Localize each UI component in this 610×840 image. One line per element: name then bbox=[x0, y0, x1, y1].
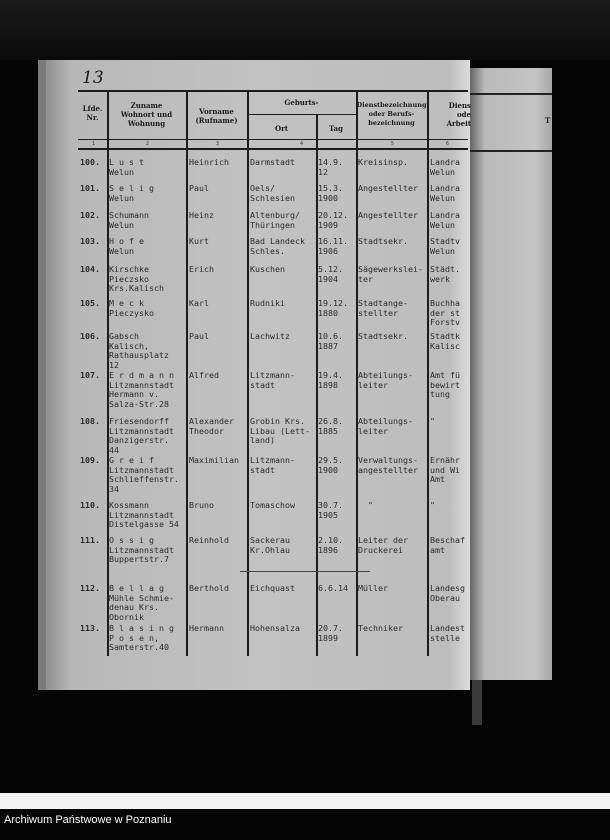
birth-place-cell: Grobin Krs. Libau (Lett- land) bbox=[250, 416, 310, 445]
header-bottom-rule bbox=[78, 148, 468, 150]
row-number-cell: 100. bbox=[80, 157, 100, 167]
page-number: 13 bbox=[82, 68, 104, 88]
birth-date-cell: 15.3. 1900 bbox=[318, 183, 343, 203]
column-number: 6 bbox=[446, 141, 450, 147]
surname-address-cell: E r d m a n n Litzmannstadt Hermann v. Salza-Str.28 bbox=[109, 370, 174, 409]
row-number-cell: 104. bbox=[80, 264, 100, 274]
birth-date-cell: 26.8. 1885 bbox=[318, 416, 343, 436]
surname-address-cell: M e c k Pieczysko bbox=[109, 298, 154, 318]
employer-cell: Stadtk Kalisc bbox=[430, 332, 460, 351]
surname-address-cell: H o f e Welun bbox=[109, 236, 144, 256]
surname-address-cell: B l a s i n g P o s e n, Samterstr.40 bbox=[109, 623, 174, 652]
employer-cell: Landest stelle bbox=[430, 624, 465, 643]
employer-cell: Amt fü bewirt tung bbox=[430, 371, 460, 399]
occupation-cell: Verwaltungs- angestellter bbox=[358, 455, 418, 475]
occupation-cell: Angestellter bbox=[358, 183, 418, 193]
employer-cell: Landra Welun bbox=[430, 211, 460, 230]
row-number-cell: 101. bbox=[80, 183, 100, 193]
birth-date-cell: 19.4. 1898 bbox=[318, 370, 343, 390]
first-name-cell: Berthold bbox=[189, 583, 229, 593]
birth-place-cell: Darmstadt bbox=[250, 157, 295, 167]
column-number: 3 bbox=[216, 141, 220, 147]
surname-address-cell: Schumann Welun bbox=[109, 210, 149, 230]
birth-date-cell: 6.6.14 bbox=[318, 583, 348, 593]
first-name-cell: Heinz bbox=[189, 210, 214, 220]
employer-cell: " bbox=[430, 417, 435, 426]
birth-place-cell: Sackerau Kr.Ohlau bbox=[250, 535, 290, 555]
first-name-cell: Kurt bbox=[189, 236, 209, 246]
first-name-cell: Paul bbox=[189, 331, 209, 341]
row-number-cell: 109. bbox=[80, 455, 100, 465]
first-name-cell: Karl bbox=[189, 298, 209, 308]
surname-address-cell: B e l l a g Mühle Schmie- denau Krs. Obornik bbox=[109, 583, 174, 622]
employer-cell: " bbox=[430, 501, 435, 510]
first-name-cell: Alexander Theodor bbox=[189, 416, 234, 436]
occupation-cell: Stadtange- stellter bbox=[358, 298, 408, 318]
row-number-cell: 111. bbox=[80, 535, 100, 545]
header-dienstbezeichnung: Dienstbezeichnung oder Berufs- bezeichnung bbox=[356, 101, 427, 127]
birth-place-cell: Litzmann- stadt bbox=[250, 370, 295, 390]
column-divider bbox=[186, 90, 188, 656]
back-page-header: T bbox=[545, 116, 551, 125]
employer-cell: Städt. werk bbox=[430, 265, 460, 284]
occupation-cell: Stadtsekr. bbox=[358, 236, 408, 246]
occupation-cell: Kreisinsp. bbox=[358, 157, 408, 167]
archive-caption: Archiwum Państwowe w Poznaniu bbox=[4, 814, 172, 826]
employer-cell: Ernähr und Wi Amt bbox=[430, 456, 460, 484]
row-number-cell: 107. bbox=[80, 370, 100, 380]
surname-address-cell: Kirschke Pieczsko Krs.Kalisch bbox=[109, 264, 164, 293]
surname-address-cell: Kossmann Litzmannstadt Distelgasse 54 bbox=[109, 500, 179, 529]
surname-address-cell: O s s i g Litzmannstadt Buppertstr.7 bbox=[109, 535, 174, 564]
header-dienststelle: Diens ode Arbeit bbox=[446, 101, 471, 128]
first-name-cell: Hermann bbox=[189, 623, 224, 633]
occupation-cell: Angestellter bbox=[358, 210, 418, 220]
birth-place-cell: Rudniki bbox=[250, 298, 285, 308]
birth-place-cell: Tomaschow bbox=[250, 500, 295, 510]
occupation-cell: Sägewerkslei- ter bbox=[358, 264, 423, 284]
back-page-rule bbox=[468, 150, 552, 152]
column-divider bbox=[427, 90, 429, 656]
surname-address-cell: S e l i g Welun bbox=[109, 183, 154, 203]
employer-cell: Landra Welun bbox=[430, 158, 460, 177]
employer-cell: Stadtv Welun bbox=[430, 237, 460, 256]
header-ort: Ort bbox=[274, 124, 289, 133]
occupation-cell: Leiter der Druckerei bbox=[358, 535, 408, 555]
first-name-cell: Maximilian bbox=[189, 455, 239, 465]
birth-date-cell: 16.11. 1906 bbox=[318, 236, 348, 256]
birth-place-cell: Altenburg/ Thüringen bbox=[250, 210, 300, 230]
first-name-cell: Erich bbox=[189, 264, 214, 274]
birth-place-cell: Bad Landeck Schles. bbox=[250, 236, 305, 256]
birth-place-cell: Litzmann- stadt bbox=[250, 455, 295, 475]
occupation-cell: Abteilungs- leiter bbox=[358, 370, 413, 390]
first-name-cell: Reinhold bbox=[189, 535, 229, 545]
row-number-cell: 106. bbox=[80, 331, 100, 341]
employer-cell: Buchha der st Forstv bbox=[430, 299, 460, 327]
birth-date-cell: 19.12. 1880 bbox=[318, 298, 348, 318]
row-number-cell: 110. bbox=[80, 500, 100, 510]
employer-cell: Landra Welun bbox=[430, 184, 460, 203]
birth-place-cell: Lachwitz bbox=[250, 331, 290, 341]
header-vorname: Vorname (Rufname) bbox=[195, 107, 238, 125]
birth-date-cell: 14.9. 12 bbox=[318, 157, 343, 177]
first-name-cell: Paul bbox=[189, 183, 209, 193]
header-geburts: Geburts- bbox=[284, 98, 319, 107]
scan-background bbox=[0, 0, 610, 60]
occupation-cell: Müller bbox=[358, 583, 388, 593]
column-number: 2 bbox=[146, 141, 150, 147]
surname-address-cell: Friesendorff Litzmannstadt Danzigerstr. 44 bbox=[109, 416, 174, 455]
occupation-cell: Stadtsekr. bbox=[358, 331, 408, 341]
header-nr: Lfde. Nr. bbox=[82, 104, 103, 122]
occupation-cell: " bbox=[358, 500, 373, 510]
geburts-rule bbox=[247, 114, 356, 115]
back-page-rule bbox=[468, 93, 552, 95]
birth-date-cell: 5.12. 1904 bbox=[318, 264, 343, 284]
birth-place-cell: Kuschen bbox=[250, 264, 285, 274]
first-name-cell: Bruno bbox=[189, 500, 214, 510]
back-page bbox=[468, 68, 552, 680]
birth-date-cell: 20.12. 1909 bbox=[318, 210, 348, 230]
birth-place-cell: Oels/ Schlesien bbox=[250, 183, 295, 203]
employer-cell: Landesg Oberau bbox=[430, 584, 465, 603]
first-name-cell: Alfred bbox=[189, 370, 219, 380]
column-number: 5 bbox=[391, 141, 395, 147]
birth-place-cell: Hohensalza bbox=[250, 623, 300, 633]
birth-date-cell: 29.5. 1900 bbox=[318, 455, 343, 475]
scan-border bbox=[0, 793, 610, 809]
birth-date-cell: 20.7. 1899 bbox=[318, 623, 343, 643]
birth-date-cell: 2.10. 1896 bbox=[318, 535, 343, 555]
birth-place-cell: Eichquast bbox=[250, 583, 295, 593]
occupation-cell: Abteilungs- leiter bbox=[358, 416, 413, 436]
table-top-rule bbox=[78, 90, 468, 92]
birth-date-cell: 30.7. 1905 bbox=[318, 500, 343, 520]
employer-cell: Beschaf amt bbox=[430, 536, 465, 555]
row-number-cell: 103. bbox=[80, 236, 100, 246]
surname-address-cell: L u s t Welun bbox=[109, 157, 144, 177]
row-number-cell: 112. bbox=[80, 583, 100, 593]
header-tag: Tag bbox=[329, 124, 343, 133]
header-zuname: Zuname Wohnort und Wohnung bbox=[120, 101, 173, 128]
first-name-cell: Heinrich bbox=[189, 157, 229, 167]
occupation-cell: Techniker bbox=[358, 623, 403, 633]
surname-address-cell: G r e i f Litzmannstadt Schlieffenstr. 34 bbox=[109, 455, 179, 494]
dashed-separator bbox=[240, 571, 370, 572]
column-number: 4 bbox=[300, 141, 304, 147]
header-rule bbox=[78, 139, 468, 140]
row-number-cell: 108. bbox=[80, 416, 100, 426]
birth-date-cell: 10.6. 1887 bbox=[318, 331, 343, 351]
column-number: 1 bbox=[92, 141, 96, 147]
surname-address-cell: Gabsch Kalisch, Rathausplatz 12 bbox=[109, 331, 169, 370]
row-number-cell: 105. bbox=[80, 298, 100, 308]
row-number-cell: 113. bbox=[80, 623, 100, 633]
row-number-cell: 102. bbox=[80, 210, 100, 220]
